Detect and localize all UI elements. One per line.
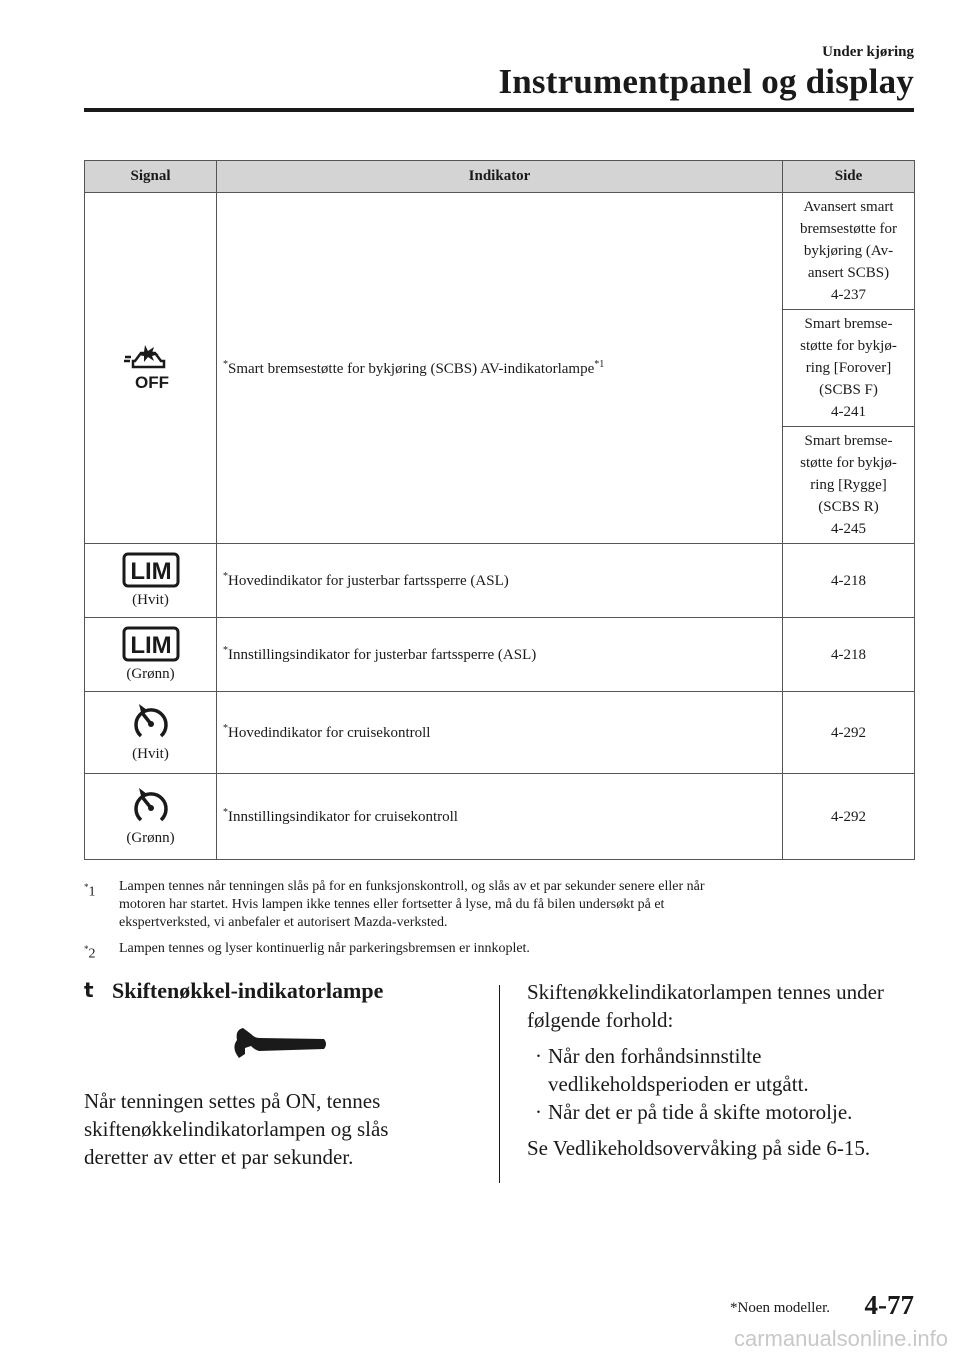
page-line: bremsestøtte for bbox=[799, 221, 898, 237]
signal-table bbox=[84, 160, 915, 860]
list-item-line: Når det er på tide å skifte motorolje. bbox=[548, 1100, 853, 1124]
indicator-label: Hovedindikator for cruisekontroll bbox=[228, 725, 431, 741]
color-label: (Hvit) bbox=[132, 746, 169, 762]
indicator-cell: *Smart bremsestøtte for bykjøring (SCBS) AV-indikatorlampe$^{*1}$ bbox=[217, 193, 783, 544]
lim-icon-text: LIM bbox=[129, 558, 172, 585]
lim-icon bbox=[122, 552, 180, 588]
list-item-line: vedlikeholdsperioden er utgått. bbox=[548, 1072, 809, 1096]
signal-cell bbox=[85, 692, 217, 774]
indicator-label: Smart bremsestøtte for bykjøring (SCBS) AV-indikatorlampe bbox=[228, 360, 595, 377]
footnote-line: motoren har startet. Hvis lampen ikke tennes eller fortsetter å lyse, må du få bilen undersøkt på et bbox=[119, 897, 665, 912]
page-line: (SCBS R) bbox=[818, 499, 879, 515]
list-item: · Når den forhåndsinnstilte vedlikeholdsperioden er utgått. bbox=[527, 1042, 927, 1098]
page-title: Instrumentpanel og display bbox=[498, 62, 914, 101]
indicator-label: Hovedindikator for justerbar fartssperre (ASL) bbox=[228, 573, 509, 589]
signal-cell bbox=[85, 774, 217, 860]
left-column bbox=[84, 978, 474, 1171]
column-divider bbox=[499, 985, 500, 1183]
page-line: ring [Rygge] bbox=[810, 477, 887, 493]
right-column bbox=[527, 978, 927, 1162]
scbs-off-icon bbox=[121, 343, 181, 393]
table-row bbox=[85, 692, 915, 774]
page-number: 4-77 bbox=[864, 1290, 914, 1320]
footnote-number: 2 bbox=[88, 946, 96, 962]
page-number: 4-237 bbox=[831, 287, 866, 303]
paragraph-line: følgende forhold: bbox=[527, 1008, 674, 1032]
col-indicator-header: Indikator bbox=[217, 161, 783, 193]
color-label: (Grønn) bbox=[126, 666, 175, 682]
header-rule bbox=[84, 108, 914, 112]
signal-cell bbox=[85, 618, 217, 692]
indicator-cell: *Innstillingsindikator for cruisekontroll bbox=[217, 774, 783, 860]
page-line: (SCBS F) bbox=[819, 382, 878, 398]
page-line: støtte for bykjø- bbox=[800, 455, 897, 471]
section-header-label: Under kjøring bbox=[822, 44, 914, 60]
signal-cell bbox=[85, 193, 217, 544]
paragraph-line: Når tenningen settes på ON, tennes bbox=[84, 1089, 381, 1113]
page-line: Avansert smart bbox=[803, 199, 894, 215]
list-item-line: Når den forhåndsinnstilte bbox=[548, 1044, 762, 1068]
section-heading-text: Skiftenøkkel-indikatorlampe bbox=[112, 978, 384, 1003]
page-number: 4-241 bbox=[831, 404, 866, 420]
page-cell: 4-218 bbox=[783, 544, 915, 618]
footnote-line: Lampen tennes og lyser kontinuerlig når parkeringsbremsen er innkoplet. bbox=[119, 941, 530, 956]
col-signal-header: Signal bbox=[85, 161, 217, 193]
cruise-control-icon bbox=[131, 702, 171, 742]
table-header-row bbox=[85, 161, 915, 193]
list-item: · Når det er på tide å skifte motorolje. bbox=[527, 1098, 927, 1126]
reference-text: Se Vedlikeholdsovervåking på side 6-15. bbox=[527, 1136, 871, 1160]
condition-list bbox=[527, 1042, 927, 1126]
footnote-line: ekspertverksted, vi anbefaler et autorisert Mazda-verksted. bbox=[119, 915, 448, 930]
lim-icon bbox=[122, 626, 180, 662]
footer-note: *Noen modeller. bbox=[730, 1300, 830, 1316]
page-cell bbox=[783, 310, 915, 427]
page-line: bykjøring (Av- bbox=[803, 243, 894, 259]
col-page-header: Side bbox=[783, 161, 915, 193]
footnote-line: Lampen tennes når tenningen slås på for en funksjonskontroll, og slås av et par sekunder senere eller når bbox=[119, 879, 705, 894]
page-line: Smart bremse- bbox=[804, 316, 893, 332]
table-row bbox=[85, 544, 915, 618]
indicator-label: Innstillingsindikator for justerbar fartssperre (ASL) bbox=[228, 647, 537, 663]
paragraph-line: deretter av etter et par sekunder. bbox=[84, 1145, 354, 1169]
page-cell: 4-292 bbox=[783, 774, 915, 860]
table-row bbox=[85, 618, 915, 692]
section-heading bbox=[84, 978, 474, 1004]
section-bullet: t bbox=[84, 978, 94, 1002]
paragraph-line: Skiftenøkkelindikatorlampen tennes under bbox=[527, 980, 884, 1004]
lim-icon-text: LIM bbox=[129, 632, 172, 659]
indicator-cell: *Hovedindikator for cruisekontroll bbox=[217, 692, 783, 774]
paragraph-line: skiftenøkkelindikatorlampen og slås bbox=[84, 1117, 389, 1141]
page-line: støtte for bykjø- bbox=[800, 338, 897, 354]
page-line: ring [Forover] bbox=[805, 360, 892, 376]
page-cell: 4-292 bbox=[783, 692, 915, 774]
color-label: (Grønn) bbox=[126, 830, 175, 846]
footnote-number: 1 bbox=[88, 884, 96, 900]
scbs-off-icon-text: OFF bbox=[134, 373, 169, 392]
table-row bbox=[85, 774, 915, 860]
page-cell bbox=[783, 193, 915, 310]
page-cell: 4-218 bbox=[783, 618, 915, 692]
page-line: Smart bremse- bbox=[804, 433, 893, 449]
signal-cell bbox=[85, 544, 217, 618]
color-label: (Hvit) bbox=[132, 592, 169, 608]
indicator-cell: *Innstillingsindikator for justerbar fartssperre (ASL) bbox=[217, 618, 783, 692]
table-row bbox=[85, 193, 915, 310]
wrench-icon bbox=[229, 1024, 329, 1064]
watermark: carmanualsonline.info bbox=[733, 1326, 948, 1351]
page-cell bbox=[783, 427, 915, 544]
indicator-label: Innstillingsindikator for cruisekontroll bbox=[228, 809, 458, 825]
indicator-cell: *Hovedindikator for justerbar fartssperre (ASL) bbox=[217, 544, 783, 618]
page-line: ansert SCBS) bbox=[807, 265, 890, 281]
page-number: 4-245 bbox=[831, 521, 866, 537]
cruise-control-icon bbox=[131, 786, 171, 826]
